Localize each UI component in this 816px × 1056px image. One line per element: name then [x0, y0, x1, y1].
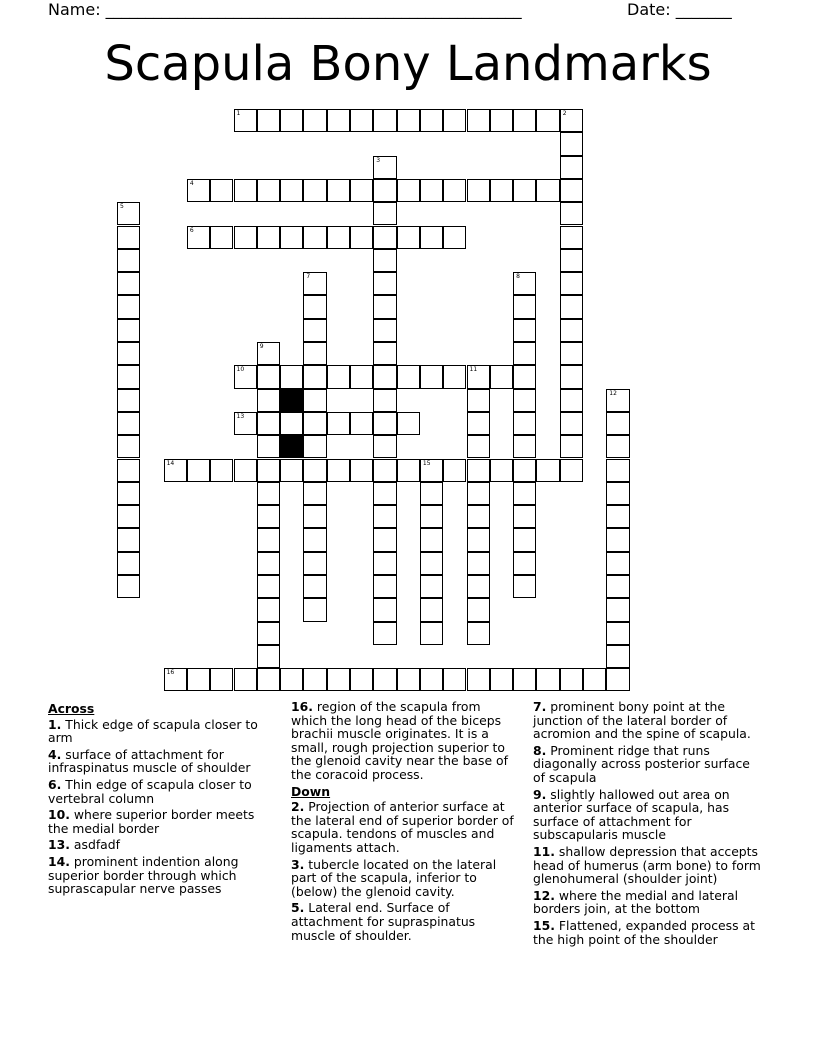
- clues-column-3: [533, 700, 761, 949]
- grid-cell[interactable]: [606, 412, 629, 435]
- clue-text: region of the scapula from which the long head of the biceps brachii muscle originates. It is a small, rough projection superior to the glenoid cavity near the base of the coracoid process.: [291, 699, 508, 782]
- grid-cell[interactable]: [606, 459, 629, 482]
- grid-cell[interactable]: [117, 226, 140, 249]
- grid-cell[interactable]: [373, 598, 396, 621]
- grid-cell[interactable]: [606, 668, 629, 691]
- grid-cell[interactable]: [303, 226, 326, 249]
- grid-cell[interactable]: [303, 459, 326, 482]
- grid-cell[interactable]: [420, 598, 443, 621]
- grid-cell[interactable]: [303, 552, 326, 575]
- clue-text: prominent bony point at the junction of the lateral border of acromion and the spine of scapula.: [533, 699, 751, 742]
- grid-cell[interactable]: [513, 668, 536, 691]
- date-field-label: Date: _______: [627, 0, 732, 19]
- grid-cell[interactable]: [327, 365, 350, 388]
- black-square: [280, 435, 303, 458]
- grid-cell[interactable]: [187, 459, 210, 482]
- grid-cell[interactable]: [443, 668, 466, 691]
- cell-number: 13: [236, 412, 245, 420]
- grid-cell[interactable]: [117, 249, 140, 272]
- grid-cell[interactable]: [303, 389, 326, 412]
- grid-cell[interactable]: [397, 109, 420, 132]
- grid-cell[interactable]: [373, 342, 396, 365]
- grid-cell[interactable]: [373, 295, 396, 318]
- down-heading: Down: [291, 783, 331, 799]
- clue-text: asdfadf: [73, 837, 121, 853]
- grid-cell[interactable]: [490, 179, 513, 202]
- name-field-label: Name: ____________________________________________________: [48, 0, 522, 19]
- grid-cell[interactable]: [467, 528, 490, 551]
- grid-cell[interactable]: [257, 459, 280, 482]
- grid-cell[interactable]: [513, 528, 536, 551]
- grid-cell[interactable]: [117, 342, 140, 365]
- grid-cell[interactable]: [490, 365, 513, 388]
- grid-cell[interactable]: [467, 109, 490, 132]
- grid-cell[interactable]: [560, 295, 583, 318]
- grid-cell[interactable]: [280, 109, 303, 132]
- grid-cell[interactable]: [373, 482, 396, 505]
- grid-cell[interactable]: [303, 575, 326, 598]
- grid-cell[interactable]: [303, 435, 326, 458]
- clue-number: 16.: [291, 699, 313, 714]
- grid-cell[interactable]: [257, 435, 280, 458]
- down-clue: [533, 845, 761, 886]
- clues-column-1: [48, 700, 276, 899]
- grid-cell[interactable]: [397, 412, 420, 435]
- grid-cell[interactable]: [257, 365, 280, 388]
- grid-cell[interactable]: [303, 179, 326, 202]
- grid-cell[interactable]: [467, 179, 490, 202]
- grid-cell[interactable]: [420, 459, 443, 482]
- clue-number: 2.: [291, 799, 305, 815]
- grid-cell[interactable]: [560, 319, 583, 342]
- grid-cell[interactable]: [257, 179, 280, 202]
- grid-cell[interactable]: [420, 552, 443, 575]
- clue-number: 1.: [48, 716, 62, 732]
- grid-cell[interactable]: [373, 528, 396, 551]
- grid-cell[interactable]: [373, 622, 396, 645]
- clue-text: tubercle located on the lateral part of the scapula, inferior to (below) the glenoid cavity.: [291, 856, 497, 899]
- grid-cell[interactable]: [513, 179, 536, 202]
- grid-cell[interactable]: [513, 295, 536, 318]
- grid-cell[interactable]: [443, 459, 466, 482]
- clue-number: 14.: [48, 853, 70, 869]
- clue-number: 12.: [533, 887, 555, 903]
- grid-cell[interactable]: [467, 412, 490, 435]
- grid-cell[interactable]: [513, 552, 536, 575]
- grid-cell[interactable]: [303, 598, 326, 621]
- grid-cell[interactable]: [303, 668, 326, 691]
- grid-cell[interactable]: [327, 459, 350, 482]
- grid-cell[interactable]: [467, 459, 490, 482]
- clue-text: surface of attachment for infraspinatus muscle of shoulder: [48, 746, 251, 776]
- grid-cell[interactable]: [560, 342, 583, 365]
- grid-cell[interactable]: [420, 226, 443, 249]
- grid-cell[interactable]: [397, 668, 420, 691]
- grid-cell[interactable]: [373, 575, 396, 598]
- grid-cell[interactable]: [606, 598, 629, 621]
- grid-cell[interactable]: [560, 668, 583, 691]
- grid-cell[interactable]: [443, 226, 466, 249]
- grid-cell[interactable]: [373, 552, 396, 575]
- grid-cell[interactable]: [397, 365, 420, 388]
- grid-cell[interactable]: [560, 132, 583, 155]
- grid-cell[interactable]: [350, 365, 373, 388]
- grid-cell[interactable]: [373, 412, 396, 435]
- grid-cell[interactable]: [187, 668, 210, 691]
- grid-cell[interactable]: [606, 435, 629, 458]
- down-clue: [533, 919, 761, 946]
- grid-cell[interactable]: [117, 459, 140, 482]
- grid-cell[interactable]: [513, 342, 536, 365]
- grid-cell[interactable]: [606, 528, 629, 551]
- cell-number: 16: [166, 669, 175, 677]
- grid-cell[interactable]: [443, 365, 466, 388]
- grid-cell[interactable]: [467, 365, 490, 388]
- down-clue: [291, 858, 519, 899]
- clue-text: Projection of anterior surface at the lateral end of superior border of scapula. tendons of muscles and ligaments attach.: [291, 799, 514, 855]
- grid-cell[interactable]: [420, 365, 443, 388]
- grid-cell[interactable]: [536, 179, 559, 202]
- grid-cell[interactable]: [420, 482, 443, 505]
- clue-number: 3.: [291, 856, 305, 872]
- grid-cell[interactable]: [560, 412, 583, 435]
- grid-cell[interactable]: [117, 575, 140, 598]
- across-clue: [291, 700, 519, 782]
- across-clue: [48, 855, 276, 896]
- grid-cell[interactable]: [420, 179, 443, 202]
- grid-cell[interactable]: [397, 459, 420, 482]
- grid-cell[interactable]: [373, 505, 396, 528]
- clue-number: 9.: [533, 786, 547, 802]
- cell-number: 6: [189, 226, 194, 234]
- black-square: [280, 389, 303, 412]
- grid-cell[interactable]: [117, 505, 140, 528]
- grid-cell[interactable]: [560, 249, 583, 272]
- cell-number: 10: [236, 366, 245, 374]
- clue-number: 6.: [48, 776, 62, 792]
- cell-number: 1: [236, 110, 241, 117]
- grid-cell[interactable]: [257, 226, 280, 249]
- cell-number: 2: [562, 110, 567, 117]
- grid-cell[interactable]: [257, 528, 280, 551]
- clue-text: Lateral end. Surface of attachment for supraspinatus muscle of shoulder.: [291, 900, 476, 943]
- grid-cell[interactable]: [606, 505, 629, 528]
- grid-cell[interactable]: [560, 459, 583, 482]
- grid-cell[interactable]: [303, 412, 326, 435]
- grid-cell[interactable]: [303, 482, 326, 505]
- grid-cell[interactable]: [536, 668, 559, 691]
- grid-cell[interactable]: [280, 459, 303, 482]
- clue-text: Thin edge of scapula closer to vertebral column: [48, 776, 252, 806]
- across-clue: [48, 718, 276, 745]
- grid-cell[interactable]: [373, 668, 396, 691]
- grid-cell[interactable]: [397, 226, 420, 249]
- grid-cell[interactable]: [606, 645, 629, 668]
- grid-cell[interactable]: [117, 319, 140, 342]
- grid-cell[interactable]: [234, 365, 257, 388]
- grid-cell[interactable]: [467, 598, 490, 621]
- grid-cell[interactable]: [536, 109, 559, 132]
- grid-cell[interactable]: [373, 272, 396, 295]
- down-clue: [533, 889, 761, 916]
- grid-cell[interactable]: [420, 575, 443, 598]
- clue-number: 5.: [291, 900, 305, 916]
- clue-text: Flattened, expanded process at the high point of the shoulder: [533, 917, 755, 947]
- across-clue: [48, 778, 276, 805]
- clue-text: shallow depression that accepts head of humerus (arm bone) to form glenohumeral (shoulder joint): [533, 843, 761, 887]
- grid-cell[interactable]: [373, 319, 396, 342]
- grid-cell[interactable]: [560, 226, 583, 249]
- grid-cell[interactable]: [210, 226, 233, 249]
- grid-cell[interactable]: [257, 109, 280, 132]
- cell-number: 14: [166, 459, 175, 467]
- grid-cell[interactable]: [117, 272, 140, 295]
- cell-number: 15: [422, 459, 431, 467]
- grid-cell[interactable]: [513, 319, 536, 342]
- clue-number: 8.: [533, 742, 547, 758]
- grid-cell[interactable]: [350, 226, 373, 249]
- across-heading: Across: [48, 701, 95, 716]
- grid-cell[interactable]: [234, 412, 257, 435]
- grid-cell[interactable]: [303, 109, 326, 132]
- grid-cell[interactable]: [187, 226, 210, 249]
- cell-number: 4: [189, 179, 194, 187]
- down-clue: [291, 901, 519, 942]
- grid-cell[interactable]: [560, 389, 583, 412]
- grid-cell[interactable]: [117, 365, 140, 388]
- grid-cell[interactable]: [420, 528, 443, 551]
- clue-number: 11.: [533, 843, 555, 859]
- clue-text: prominent indention along superior border through which suprascapular nerve passes: [48, 853, 239, 897]
- grid-cell[interactable]: [164, 459, 187, 482]
- grid-cell[interactable]: [280, 668, 303, 691]
- grid-cell[interactable]: [327, 179, 350, 202]
- grid-cell[interactable]: [117, 202, 140, 225]
- clue-text: Thick edge of scapula closer to arm: [48, 716, 258, 746]
- grid-cell[interactable]: [350, 668, 373, 691]
- grid-cell[interactable]: [257, 622, 280, 645]
- grid-cell[interactable]: [583, 668, 606, 691]
- grid-cell[interactable]: [373, 226, 396, 249]
- grid-cell[interactable]: [560, 156, 583, 179]
- grid-cell[interactable]: [443, 109, 466, 132]
- across-clue: [48, 838, 276, 852]
- grid-cell[interactable]: [560, 365, 583, 388]
- grid-cell[interactable]: [117, 482, 140, 505]
- grid-cell[interactable]: [606, 552, 629, 575]
- grid-cell[interactable]: [303, 319, 326, 342]
- grid-cell[interactable]: [303, 272, 326, 295]
- grid-cell[interactable]: [257, 505, 280, 528]
- cell-number: 7: [306, 273, 311, 281]
- grid-cell[interactable]: [420, 505, 443, 528]
- grid-cell[interactable]: [117, 389, 140, 412]
- down-clue: [291, 800, 519, 854]
- grid-cell[interactable]: [327, 109, 350, 132]
- grid-cell[interactable]: [350, 179, 373, 202]
- clue-number: 15.: [533, 917, 555, 933]
- grid-cell[interactable]: [606, 622, 629, 645]
- grid-cell[interactable]: [234, 179, 257, 202]
- grid-cell[interactable]: [303, 342, 326, 365]
- grid-cell[interactable]: [420, 109, 443, 132]
- grid-cell[interactable]: [210, 179, 233, 202]
- grid-cell[interactable]: [513, 109, 536, 132]
- grid-cell[interactable]: [560, 435, 583, 458]
- across-clue: [48, 808, 276, 835]
- grid-cell[interactable]: [606, 482, 629, 505]
- grid-cell[interactable]: [467, 482, 490, 505]
- grid-cell[interactable]: [420, 622, 443, 645]
- grid-cell[interactable]: [117, 528, 140, 551]
- clue-text: where superior border meets the medial border: [48, 807, 255, 836]
- grid-cell[interactable]: [327, 226, 350, 249]
- grid-cell[interactable]: [513, 505, 536, 528]
- grid-cell[interactable]: [280, 365, 303, 388]
- grid-cell[interactable]: [606, 575, 629, 598]
- clue-number: 7.: [533, 699, 547, 714]
- grid-cell[interactable]: [467, 552, 490, 575]
- grid-cell[interactable]: [164, 668, 187, 691]
- cell-number: 12: [609, 389, 617, 397]
- grid-cell[interactable]: [373, 435, 396, 458]
- grid-cell[interactable]: [117, 412, 140, 435]
- grid-cell[interactable]: [490, 668, 513, 691]
- grid-cell[interactable]: [350, 412, 373, 435]
- cell-number: 3: [376, 156, 381, 164]
- down-clue: [533, 744, 761, 785]
- grid-cell[interactable]: [257, 598, 280, 621]
- grid-cell[interactable]: [467, 389, 490, 412]
- grid-cell[interactable]: [327, 412, 350, 435]
- grid-cell[interactable]: [513, 389, 536, 412]
- grid-cell[interactable]: [257, 552, 280, 575]
- grid-cell[interactable]: [303, 505, 326, 528]
- grid-cell[interactable]: [373, 389, 396, 412]
- grid-cell[interactable]: [234, 668, 257, 691]
- grid-cell[interactable]: [373, 156, 396, 179]
- grid-cell[interactable]: [257, 389, 280, 412]
- grid-cell[interactable]: [490, 459, 513, 482]
- grid-cell[interactable]: [234, 109, 257, 132]
- grid-cell[interactable]: [280, 412, 303, 435]
- grid-cell[interactable]: [373, 179, 396, 202]
- grid-cell[interactable]: [373, 109, 396, 132]
- grid-cell[interactable]: [467, 668, 490, 691]
- grid-cell[interactable]: [490, 109, 513, 132]
- grid-cell[interactable]: [443, 179, 466, 202]
- grid-cell[interactable]: [257, 668, 280, 691]
- grid-cell[interactable]: [117, 552, 140, 575]
- grid-cell[interactable]: [397, 179, 420, 202]
- grid-cell[interactable]: [513, 365, 536, 388]
- across-clue: [48, 748, 276, 775]
- grid-cell[interactable]: [467, 575, 490, 598]
- grid-cell[interactable]: [467, 505, 490, 528]
- grid-cell[interactable]: [373, 365, 396, 388]
- clues-column-2: [291, 700, 519, 945]
- grid-cell[interactable]: [257, 645, 280, 668]
- cell-number: 8: [516, 273, 520, 281]
- grid-cell[interactable]: [257, 575, 280, 598]
- grid-cell[interactable]: [513, 412, 536, 435]
- grid-cell[interactable]: [257, 482, 280, 505]
- grid-cell[interactable]: [560, 109, 583, 132]
- grid-cell[interactable]: [303, 295, 326, 318]
- grid-cell[interactable]: [327, 668, 350, 691]
- grid-cell[interactable]: [257, 342, 280, 365]
- grid-cell[interactable]: [117, 295, 140, 318]
- grid-cell[interactable]: [560, 179, 583, 202]
- grid-cell[interactable]: [373, 459, 396, 482]
- grid-cell[interactable]: [210, 459, 233, 482]
- grid-cell[interactable]: [467, 622, 490, 645]
- cell-number: 5: [120, 203, 124, 211]
- grid-cell[interactable]: [513, 482, 536, 505]
- grid-cell[interactable]: [467, 435, 490, 458]
- grid-cell[interactable]: [373, 202, 396, 225]
- grid-cell[interactable]: [117, 435, 140, 458]
- clue-text: where the medial and lateral borders join, at the bottom: [533, 887, 739, 917]
- clue-text: slightly hallowed out area on anterior surface of scapula, has surface of attachment for subscapularis muscle: [533, 786, 730, 843]
- grid-cell[interactable]: [187, 179, 210, 202]
- grid-cell[interactable]: [513, 575, 536, 598]
- page-title: Scapula Bony Landmarks: [104, 36, 712, 92]
- down-clue: [533, 788, 761, 842]
- down-clue: [533, 700, 761, 741]
- grid-cell[interactable]: [257, 412, 280, 435]
- grid-cell[interactable]: [536, 459, 559, 482]
- clue-number: 10.: [48, 807, 70, 823]
- grid-cell[interactable]: [373, 249, 396, 272]
- grid-cell[interactable]: [560, 202, 583, 225]
- grid-cell[interactable]: [303, 365, 326, 388]
- grid-cell[interactable]: [350, 459, 373, 482]
- clue-number: 4.: [48, 746, 62, 762]
- grid-cell[interactable]: [606, 389, 629, 412]
- grid-cell[interactable]: [420, 668, 443, 691]
- grid-cell[interactable]: [234, 459, 257, 482]
- grid-cell[interactable]: [513, 272, 536, 295]
- grid-cell[interactable]: [210, 668, 233, 691]
- grid-cell[interactable]: [513, 459, 536, 482]
- grid-cell[interactable]: [303, 528, 326, 551]
- grid-cell[interactable]: [280, 179, 303, 202]
- grid-cell[interactable]: [560, 272, 583, 295]
- grid-cell[interactable]: [350, 109, 373, 132]
- clue-text: Prominent ridge that runs diagonally across posterior surface of scapula: [533, 742, 750, 785]
- cell-number: 9: [259, 343, 264, 350]
- grid-cell[interactable]: [513, 435, 536, 458]
- cell-number: 11: [469, 366, 478, 374]
- grid-cell[interactable]: [234, 226, 257, 249]
- clue-number: 13.: [48, 837, 70, 853]
- grid-cell[interactable]: [280, 226, 303, 249]
